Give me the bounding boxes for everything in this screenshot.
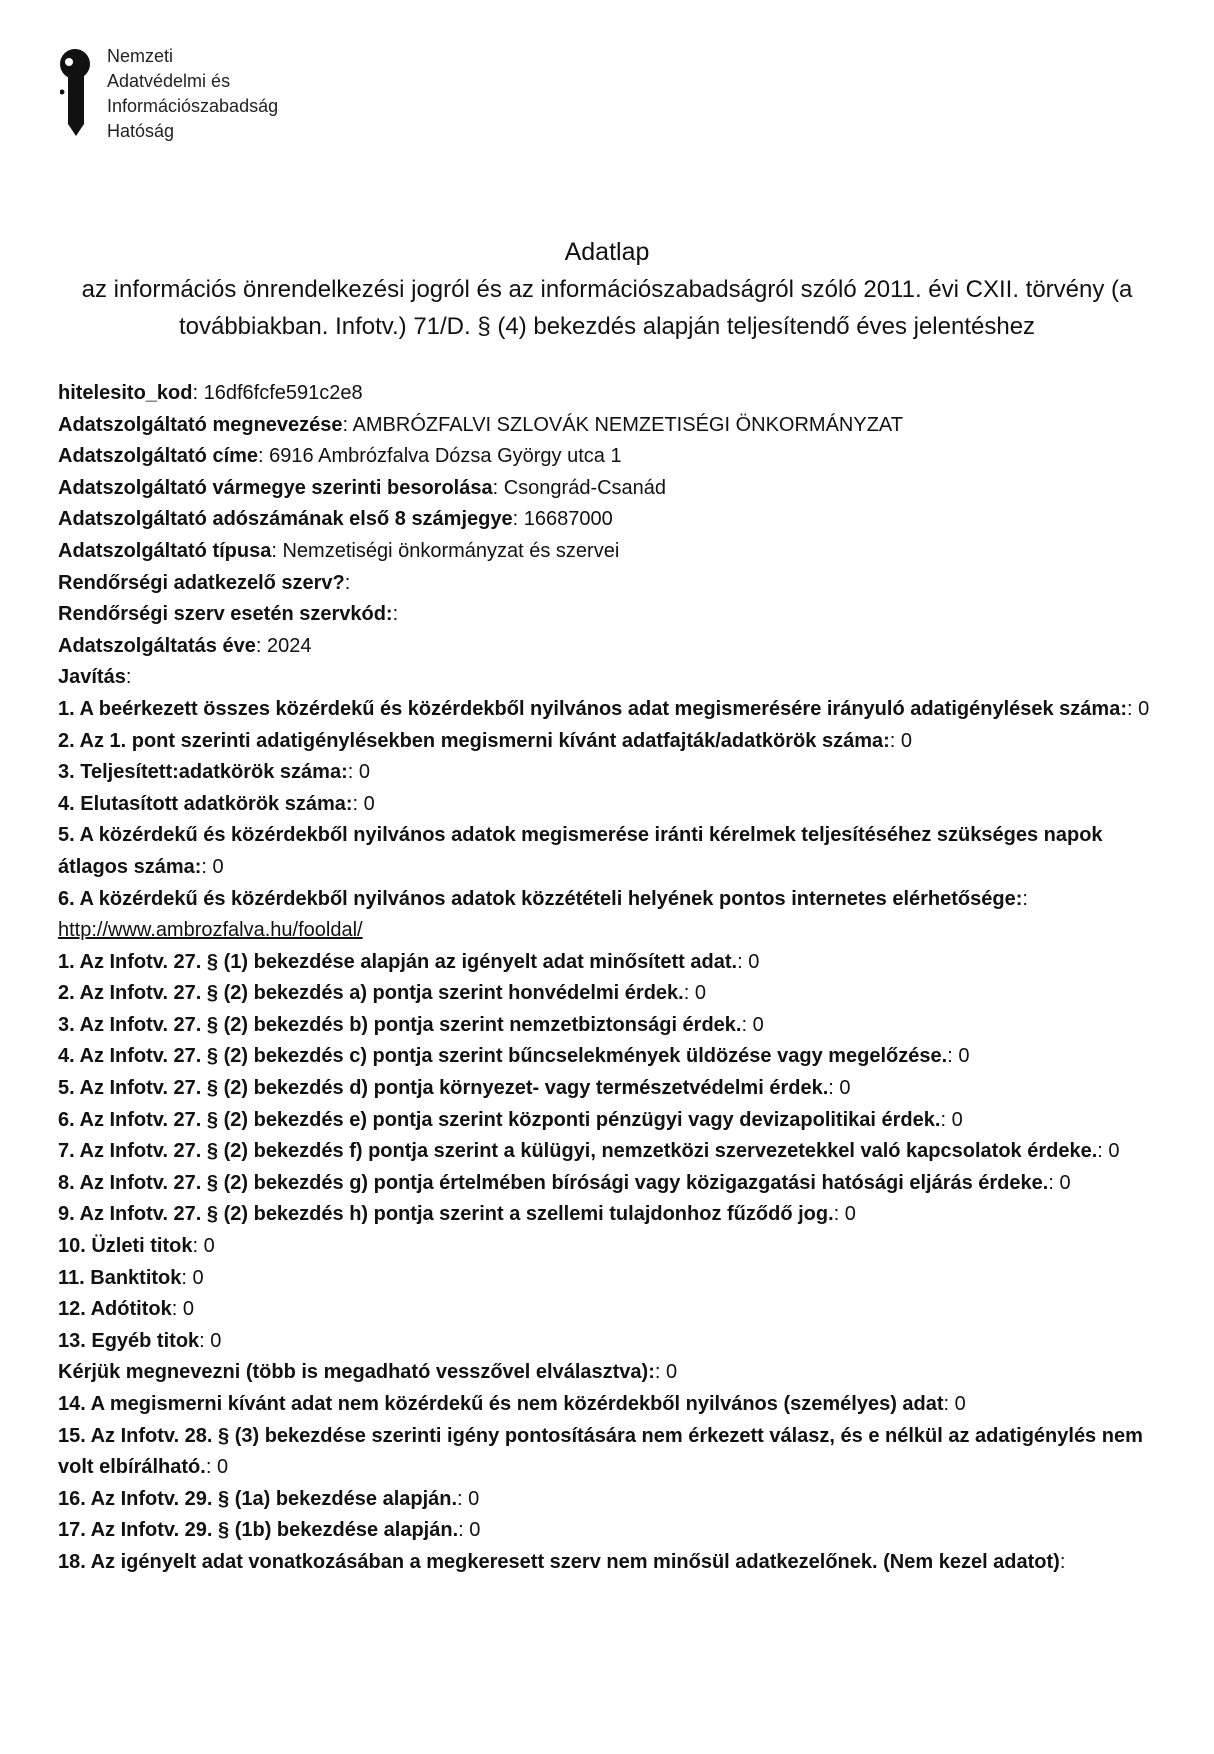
field-separator: : [654, 1361, 666, 1384]
field-value: 0 [694, 982, 706, 1005]
report-field [58, 504, 1168, 536]
field-separator: : [889, 729, 901, 752]
report-field [58, 536, 1168, 568]
field-label: Adatszolgáltató címe [58, 445, 259, 468]
field-value: AMBRÓZFALVI SZLOVÁK NEMZETISÉGI ÖNKORMÁNYZAT [352, 413, 903, 436]
report-field [58, 1357, 1168, 1389]
field-separator: : [943, 1393, 955, 1415]
field-separator: : [1048, 1171, 1060, 1194]
field-separator: : [271, 539, 283, 562]
field-label: Rendőrségi adatkezelő szerv? [58, 571, 345, 594]
field-separator: : [392, 603, 399, 626]
field-separator: : [192, 1235, 204, 1258]
report-field [58, 1073, 1168, 1105]
field-value: 0 [1059, 1171, 1071, 1194]
field-label: 2. Az Infotv. 27. § (2) bekezdés a) pontja szerint honvédelmi érdek. [58, 982, 684, 1005]
logo-line: Hatóság [107, 121, 175, 141]
logo-line: Nemzeti [107, 46, 174, 66]
report-field [58, 789, 1168, 821]
field-value: 0 [469, 1519, 481, 1542]
document-title: Adatlap [564, 238, 650, 266]
report-field [58, 757, 1168, 789]
field-value: 2024 [266, 634, 312, 657]
field-separator: : [457, 1487, 469, 1510]
field-separator: : [181, 1266, 193, 1289]
field-separator: : [199, 1329, 211, 1352]
field-label: Kérjük megnevezni (több is megadható vesszővel elválasztva): [58, 1361, 655, 1384]
field-label: 3. Teljesített:adatkörök száma: [58, 761, 348, 784]
field-value: 6916 Ambrózfalva Dózsa György utca 1 [269, 445, 622, 468]
field-value: 0 [358, 761, 370, 784]
field-label: Adatszolgáltatás éve [58, 634, 256, 657]
report-field [58, 1041, 1168, 1073]
field-separator: : [1059, 1550, 1066, 1573]
field-label: 16. Az Infotv. 29. § (1a) bekezdése alapján. [58, 1487, 458, 1510]
key-icon [60, 46, 100, 146]
field-value: 0 [182, 1298, 194, 1321]
report-field [58, 410, 1168, 442]
document-subtitle-line: továbbiakban. Infotv.) 71/D. § (4) bekezdés alapján teljesítendő éves jelentéshez [178, 313, 1036, 340]
field-separator: : [512, 508, 524, 531]
field-label: 5. A közérdekű és közérdekből nyilvános adatok megismerése iránti kérelmek teljesítéséhez szükséges napok átlagos száma: [58, 824, 1103, 878]
field-value: 16df6fcfe591c2e8 [203, 382, 363, 404]
field-separator: : [947, 1045, 959, 1068]
field-label: 1. A beérkezett összes közérdekű és közérdekből nyilvános adat megismerésére irányuló adatigénylések száma: [58, 697, 1127, 720]
report-field [58, 378, 1168, 410]
field-value: 0 [954, 1393, 966, 1415]
field-separator: : [833, 1203, 845, 1226]
report-field [58, 1168, 1168, 1200]
report-field [58, 662, 1168, 694]
report-field [58, 694, 1168, 726]
field-label: 9. Az Infotv. 27. § (2) bekezdés h) pontja szerint a szellemi tulajdonhoz fűződő jog. [58, 1203, 834, 1226]
logo-line: Adatvédelmi és [107, 71, 231, 91]
field-label: 13. Egyéb titok [58, 1329, 200, 1352]
field-label: hitelesito_kod [58, 382, 193, 404]
field-separator: : [940, 1108, 952, 1131]
field-value: 0 [363, 792, 375, 815]
field-label: 2. Az 1. pont szerinti adatigénylésekben megismerni kívánt adatfajták/adatkörök száma: [58, 729, 890, 752]
field-label: 6. A közérdekű és közérdekből nyilvános adatok közzétételi helyének pontos internetes elérhetősége: [58, 887, 1023, 910]
field-label: 10. Üzleti titok [58, 1235, 193, 1258]
field-label: Adatszolgáltató megnevezése [58, 413, 343, 436]
report-field [58, 1326, 1168, 1358]
field-value: 0 [1108, 1140, 1120, 1163]
report-field [58, 884, 1168, 947]
report-field [58, 820, 1168, 883]
report-field [58, 978, 1168, 1010]
document-subtitle-line: az információs önrendelkezési jogról és az információszabadságról szóló 2011. évi CXII. törvény (a [81, 276, 1133, 303]
field-separator: : [344, 571, 351, 594]
report-field [58, 1515, 1168, 1547]
field-label: Adatszolgáltató típusa [58, 539, 272, 562]
field-value: 0 [958, 1045, 970, 1068]
field-label: 14. A megismerni kívánt adat nem közérdekű és nem közérdekből nyilvános (személyes) adat [58, 1393, 944, 1415]
field-label: Adatszolgáltató vármegye szerinti besorolása [58, 476, 493, 499]
document-heading [50, 234, 1164, 345]
authority-logo [60, 44, 340, 156]
field-value: 0 [900, 729, 913, 752]
report-field [58, 1136, 1168, 1168]
field-separator: : [352, 792, 364, 815]
field-label: 5. Az Infotv. 27. § (2) bekezdés d) pontja környezet- vagy természetvédelmi érdek. [58, 1077, 829, 1100]
field-value: 0 [1138, 697, 1150, 720]
field-value-link[interactable]: http://www.ambrozfalva.hu/fooldal/ [58, 919, 363, 942]
field-label: 15. Az Infotv. 28. § (3) bekezdése szerinti igény pontosítására nem érkezett válasz, és e nélkül az adatigénylés nem volt elbírálható. [58, 1424, 1143, 1479]
field-separator: : [737, 950, 749, 973]
field-separator: : [1127, 697, 1139, 720]
report-field [58, 631, 1168, 663]
field-separator: : [192, 382, 204, 404]
report-field [58, 1010, 1168, 1042]
report-field [58, 599, 1168, 631]
field-separator: : [828, 1077, 840, 1100]
field-label: Rendőrségi szerv esetén szervkód: [58, 603, 393, 626]
field-label: 11. Banktitok [58, 1266, 182, 1289]
report-field [58, 1199, 1168, 1231]
field-separator: : [458, 1519, 470, 1542]
field-label: 6. Az Infotv. 27. § (2) bekezdés e) pontja szerint központi pénzügyi vagy devizapolitikai érdek. [58, 1108, 941, 1131]
field-value: 0 [752, 1013, 764, 1036]
field-separator: : [492, 476, 504, 499]
field-value: 0 [748, 950, 760, 973]
field-value: 0 [666, 1361, 678, 1384]
field-label: Adatszolgáltató adószámának első 8 számjegye [58, 508, 513, 531]
field-label: 18. Az igényelt adat vonatkozásában a megkeresett szerv nem minősül adatkezelőnek. (Nem kezel adatot) [58, 1550, 1060, 1573]
field-value: 0 [192, 1266, 204, 1289]
report-field [58, 726, 1168, 758]
field-value: 16687000 [523, 508, 613, 531]
field-value: 0 [951, 1108, 963, 1131]
report-field [58, 1231, 1168, 1263]
report-field [58, 947, 1168, 979]
field-label: 3. Az Infotv. 27. § (2) bekezdés b) pontja szerint nemzetbiztonsági érdek. [58, 1013, 742, 1036]
field-value: 0 [844, 1203, 856, 1226]
field-separator: : [205, 1456, 217, 1479]
field-separator: : [125, 666, 132, 689]
field-value: 0 [203, 1235, 215, 1258]
report-field [58, 1421, 1168, 1484]
field-value: 0 [212, 855, 224, 878]
report-fields [58, 378, 1168, 1579]
report-field [58, 1263, 1168, 1295]
report-field [58, 473, 1168, 505]
field-label: Javítás [58, 666, 126, 689]
field-value: 0 [216, 1456, 229, 1479]
logo-line: Információszabadság [107, 96, 279, 116]
report-field [58, 568, 1168, 600]
field-label: 1. Az Infotv. 27. § (1) bekezdése alapján az igényelt adat minősített adat. [58, 950, 738, 973]
field-value: Nemzetiségi önkormányzat és szervei [282, 539, 620, 562]
field-value: 0 [468, 1487, 480, 1510]
authority-name [107, 44, 278, 144]
report-field [58, 1389, 1168, 1421]
field-separator: : [258, 445, 270, 468]
report-field [58, 1547, 1168, 1579]
field-value: Csongrád-Csanád [503, 476, 667, 499]
field-separator: : [1022, 887, 1028, 910]
report-field [58, 1105, 1168, 1137]
field-separator: : [683, 982, 695, 1005]
field-separator: : [255, 634, 267, 657]
field-separator: : [171, 1298, 183, 1321]
report-field [58, 1484, 1168, 1516]
report-field [58, 1294, 1168, 1326]
field-label: 4. Az Infotv. 27. § (2) bekezdés c) pontja szerint bűncselekmények üldözése vagy megelőzése. [58, 1045, 948, 1068]
field-separator: : [347, 761, 359, 784]
field-label: 4. Elutasított adatkörök száma: [58, 792, 353, 815]
field-label: 12. Adótitok [58, 1298, 172, 1321]
field-separator: : [201, 855, 213, 878]
field-separator: : [741, 1013, 753, 1036]
field-value: 0 [839, 1077, 851, 1100]
field-separator: : [342, 413, 353, 436]
field-label: 7. Az Infotv. 27. § (2) bekezdés f) pontja szerint a külügyi, nemzetközi szervezetekkel való kapcsolatok érdeke. [58, 1140, 1098, 1163]
field-label: 17. Az Infotv. 29. § (1b) bekezdése alapján. [58, 1519, 459, 1542]
report-field [58, 441, 1168, 473]
field-label: 8. Az Infotv. 27. § (2) bekezdés g) pontja értelmében bírósági vagy közigazgatási hatósági eljárás érdeke. [58, 1171, 1049, 1194]
field-value: 0 [210, 1329, 222, 1352]
field-separator: : [1097, 1140, 1109, 1163]
